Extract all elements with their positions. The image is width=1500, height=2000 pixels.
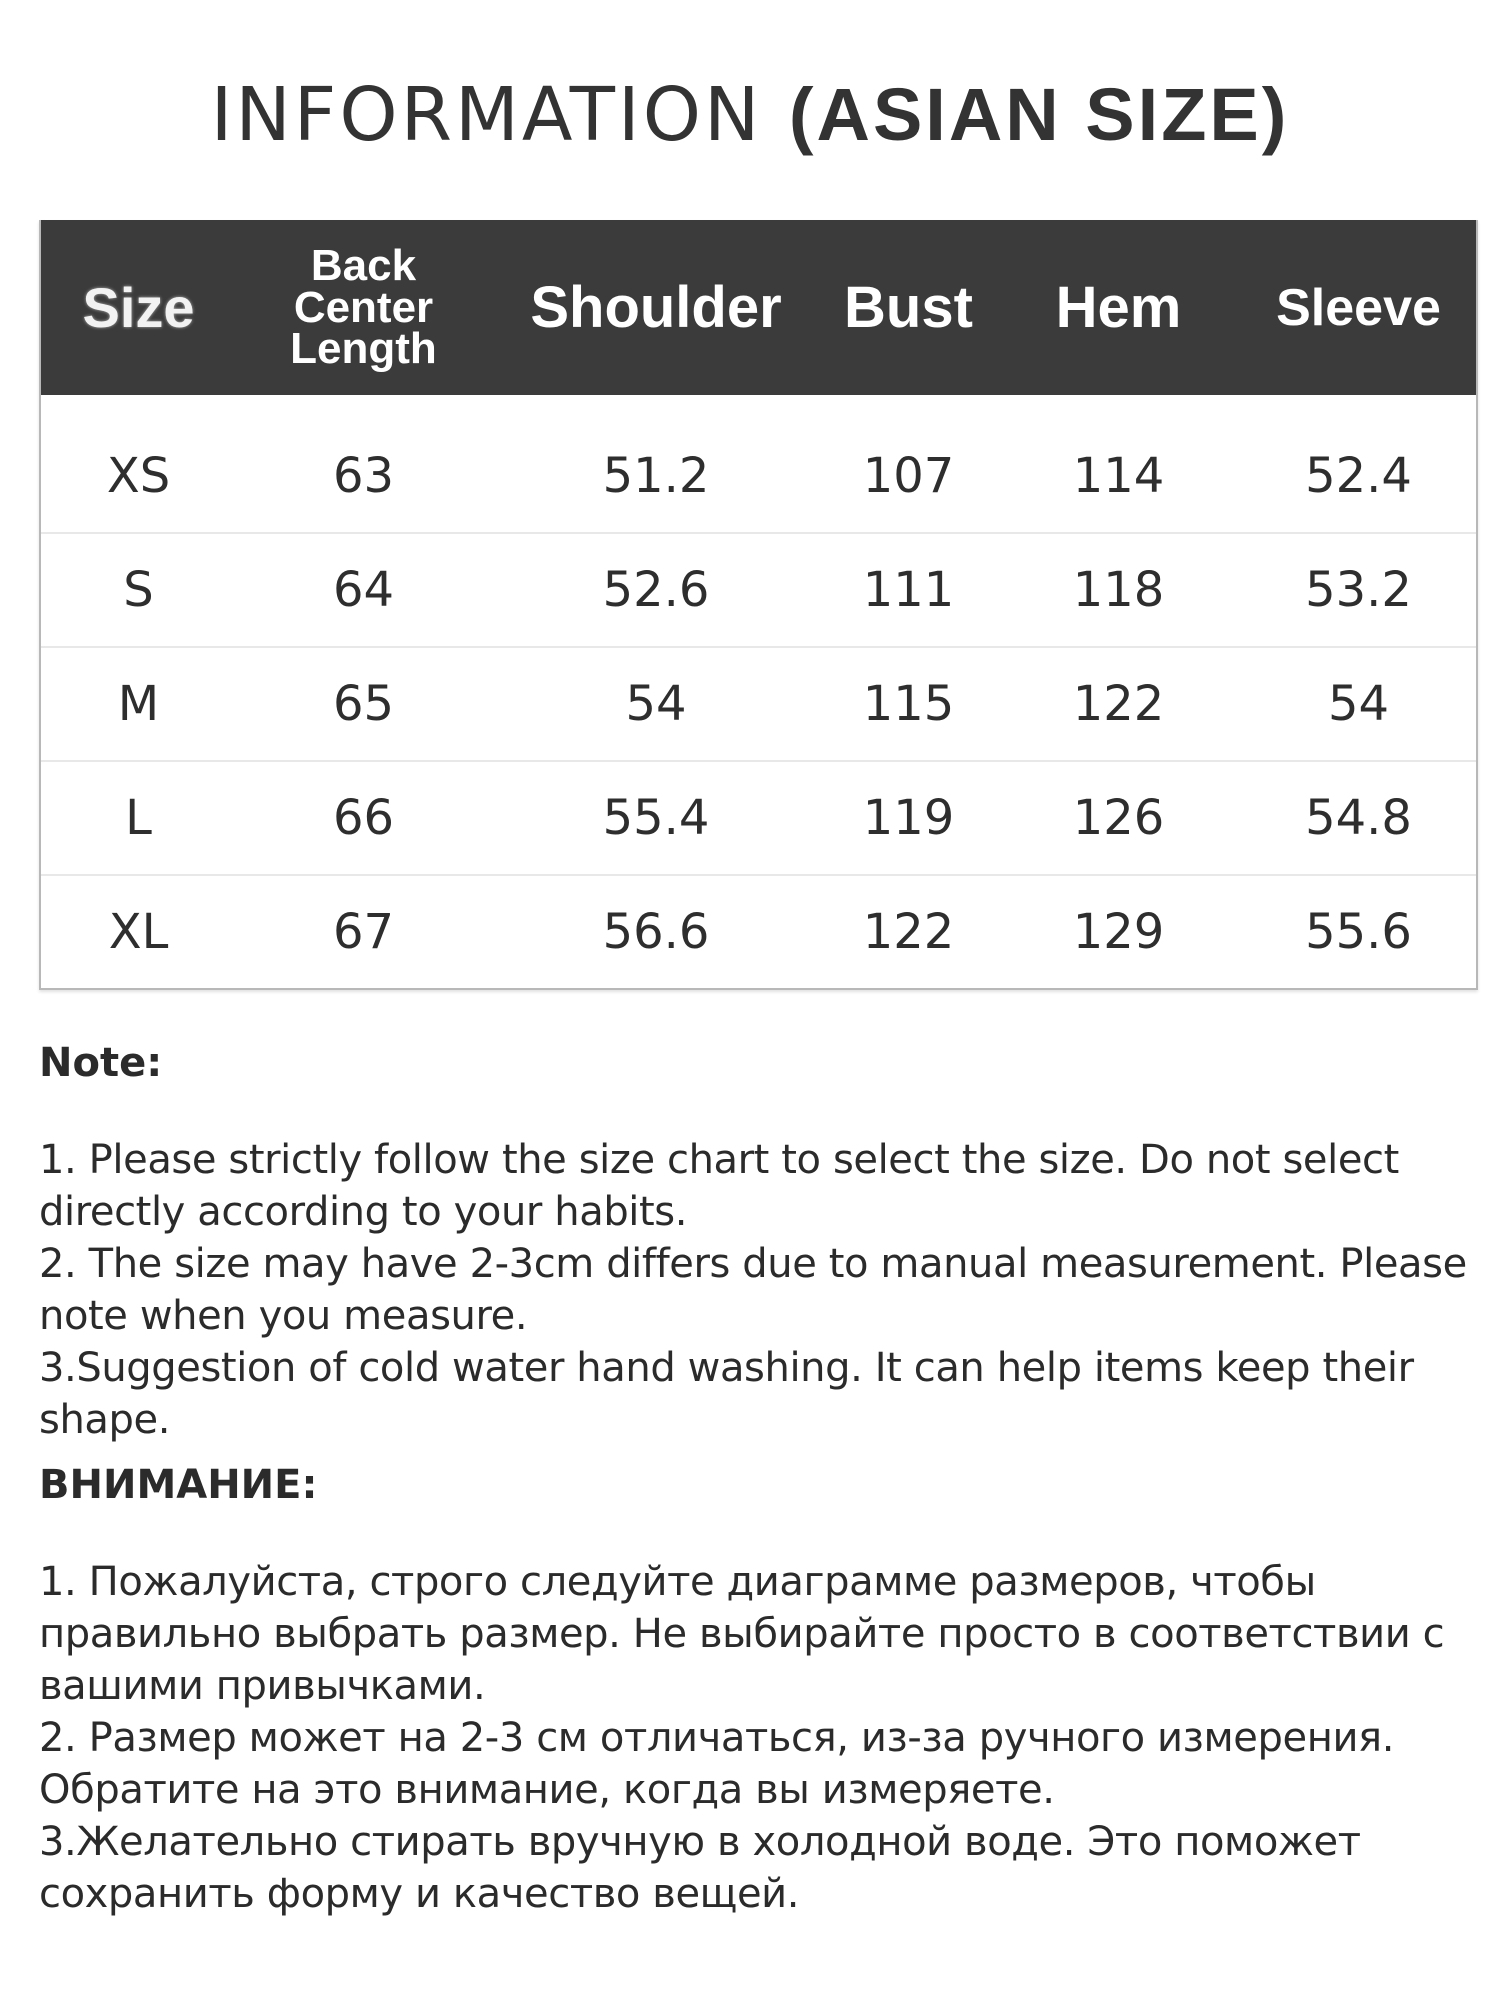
cell-shoulder: 56.6 bbox=[602, 904, 710, 960]
note-item: 1. Пожалуйста, строго следуйте диаграмме размеров, чтобы правильно выбрать размер. Не выбирайте просто в соответствии с вашими привычками. bbox=[39, 1559, 1445, 1709]
cell-sleeve: 55.6 bbox=[1305, 904, 1412, 960]
table-row bbox=[41, 762, 1476, 876]
cell-sleeve: 54 bbox=[1327, 676, 1390, 732]
cell-bust: 119 bbox=[862, 790, 955, 846]
note-item: 1. Please strictly follow the size chart to select the size. Do not select directly according to your habits. bbox=[39, 1137, 1399, 1235]
cell-back-center-length: 64 bbox=[332, 562, 395, 618]
cell-sleeve: 54.8 bbox=[1305, 790, 1412, 846]
cell-hem: 129 bbox=[1072, 904, 1165, 960]
note-heading-en: Note: bbox=[39, 1040, 163, 1086]
cell-size: XS bbox=[106, 448, 171, 504]
title-main: INFORMATION bbox=[210, 72, 789, 158]
header-size: Size bbox=[82, 275, 195, 339]
cell-back-center-length: 63 bbox=[332, 448, 395, 504]
cell-bust: 115 bbox=[862, 676, 955, 732]
cell-shoulder: 55.4 bbox=[602, 790, 710, 846]
cell-size: XL bbox=[108, 904, 169, 960]
cell-shoulder: 54 bbox=[625, 676, 687, 732]
cell-sleeve: 53.2 bbox=[1305, 562, 1412, 618]
table-row bbox=[41, 876, 1476, 988]
note-section-en bbox=[39, 1040, 1479, 1446]
note-heading-ru: ВНИМАНИЕ: bbox=[39, 1462, 318, 1508]
header-hem: Hem bbox=[1055, 274, 1182, 340]
table-row bbox=[41, 534, 1476, 648]
header-shoulder: Shoulder bbox=[530, 274, 782, 340]
cell-back-center-length: 65 bbox=[332, 676, 395, 732]
note-item: 2. Размер может на 2-3 см отличаться, из-за ручного измерения. Обратите на это внимание, когда вы измеряете. bbox=[39, 1715, 1395, 1813]
cell-shoulder: 52.6 bbox=[602, 562, 710, 618]
cell-hem: 122 bbox=[1072, 676, 1165, 732]
title-region: (ASIAN SIZE) bbox=[788, 73, 1290, 156]
cell-hem: 126 bbox=[1072, 790, 1165, 846]
note-item: 2. The size may have 2-3cm differs due to manual measurement. Please note when you measure. bbox=[39, 1241, 1467, 1339]
header-bust: Bust bbox=[844, 274, 973, 340]
cell-size: M bbox=[117, 676, 160, 732]
table-row bbox=[41, 648, 1476, 762]
note-item: 3.Suggestion of cold water hand washing. It can help items keep their shape. bbox=[39, 1345, 1414, 1443]
cell-bust: 122 bbox=[862, 904, 955, 960]
page-title bbox=[0, 72, 1500, 158]
note-item: 3.Желательно стирать вручную в холодной воде. Это поможет сохранить форму и качество вещей. bbox=[39, 1819, 1361, 1917]
table-header bbox=[41, 220, 1476, 395]
note-list-en bbox=[39, 1134, 1479, 1446]
cell-size: S bbox=[123, 562, 154, 618]
table-body bbox=[41, 395, 1476, 988]
note-list-ru bbox=[39, 1556, 1479, 1920]
header-back-center-line1: Back Center bbox=[293, 240, 434, 332]
header-back-center-line2: Length bbox=[290, 324, 437, 374]
cell-back-center-length: 66 bbox=[332, 790, 395, 846]
header-back-center-length bbox=[236, 240, 491, 374]
size-chart-table bbox=[39, 220, 1478, 990]
cell-bust: 107 bbox=[862, 448, 955, 504]
header-sleeve: Sleeve bbox=[1276, 278, 1441, 337]
cell-hem: 118 bbox=[1072, 562, 1165, 618]
cell-hem: 114 bbox=[1072, 448, 1165, 504]
cell-back-center-length: 67 bbox=[332, 904, 395, 960]
cell-bust: 111 bbox=[862, 562, 955, 618]
note-section-ru bbox=[39, 1462, 1479, 1920]
table-row bbox=[41, 420, 1476, 534]
cell-sleeve: 52.4 bbox=[1305, 448, 1412, 504]
cell-shoulder: 51.2 bbox=[602, 448, 710, 504]
cell-size: L bbox=[125, 790, 152, 846]
